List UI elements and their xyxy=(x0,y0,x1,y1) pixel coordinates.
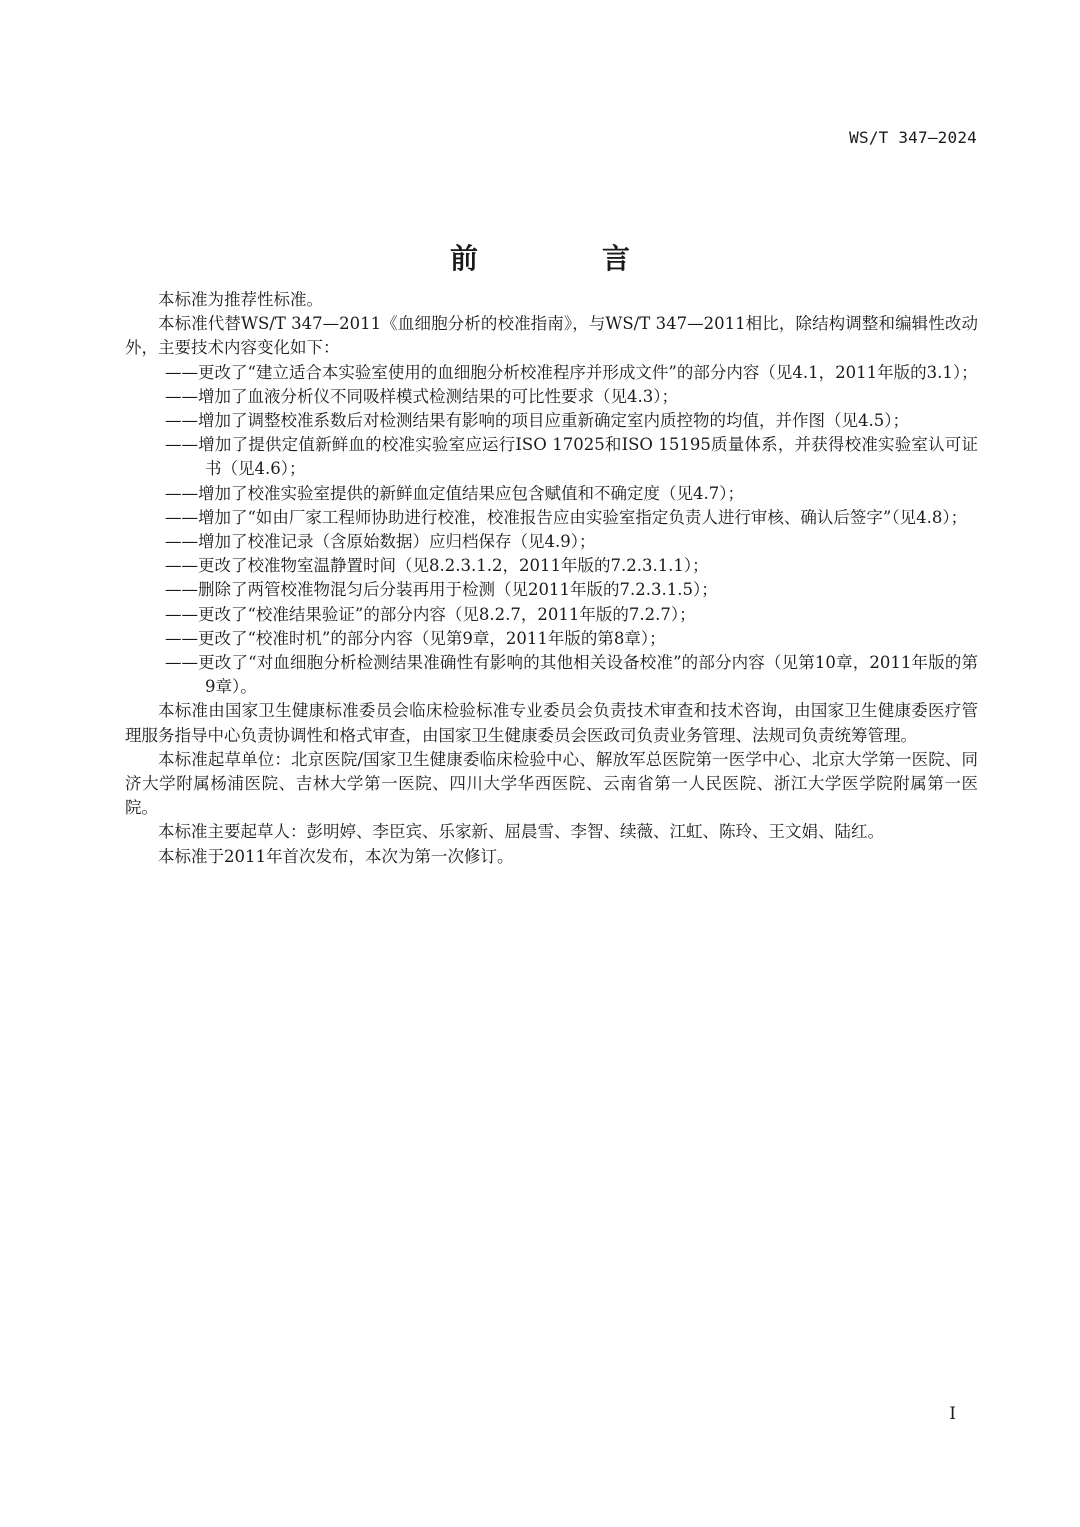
paragraph-drafting-units: 本标准起草单位：北京医院/国家卫生健康委临床检验中心、解放军总医院第一医学中心、北京大学第一医院、同济大学附属杨浦医院、吉林大学第一医院、四川大学华西医院、云南省第一人民医院、浙江大学医学院附属第一医院。 xyxy=(125,749,978,818)
page-number: I xyxy=(949,1404,956,1424)
change-item: ——增加了调整校准系数后对检测结果有影响的项目应重新确定室内质控物的均值，并作图（见4.5）； xyxy=(165,411,909,431)
change-item: ——删除了两管校准物混匀后分装再用于检测（见2011年版的7.2.3.1.5）； xyxy=(165,580,718,600)
change-item: ——更改了校准物室温静置时间（见8.2.3.1.2，2011年版的7.2.3.1.1）； xyxy=(165,556,709,576)
paragraph-replacement-statement: 本标准代替WS/T 347—2011《血细胞分析的校准指南》，与WS/T 347—2011相比，除结构调整和编辑性改动外，主要技术内容变化如下： xyxy=(125,314,978,358)
change-item: ——增加了血液分析仪不同吸样模式检测结果的可比性要求（见4.3）； xyxy=(165,386,678,406)
change-item: ——增加了校准实验室提供的新鲜血定值结果应包含赋值和不确定度（见4.7）； xyxy=(165,483,744,503)
paragraph-publication-history: 本标准于2011年首次发布，本次为第一次修订。 xyxy=(158,846,514,866)
paragraph-main-drafters: 本标准主要起草人：彭明婷、李臣宾、乐家新、屈晨雪、李智、续薇、江虹、陈玲、王文娟、陆红。 xyxy=(158,822,884,842)
change-item: ——增加了校准记录（含原始数据）应归档保存（见4.9）； xyxy=(165,532,596,552)
changes-list xyxy=(125,361,978,700)
change-item: ——更改了“建立适合本实验室使用的血细胞分析校准程序并形成文件”的部分内容（见4.1，2011年版的3.1）； xyxy=(165,362,978,382)
document-code: WS/T 347—2024 xyxy=(849,128,977,147)
change-item: ——增加了“如由厂家工程师协助进行校准，校准报告应由实验室指定负责人进行审核、确认后签字”（见4.8）； xyxy=(165,507,968,527)
change-item: ——更改了“对血细胞分析检测结果准确性有影响的其他相关设备校准”的部分内容（见第10章，2011年版的第9章）。 xyxy=(165,653,978,697)
foreword-body xyxy=(125,288,978,869)
paragraph-recommended-standard: 本标准为推荐性标准。 xyxy=(158,290,323,309)
change-item: ——更改了“校准结果验证”的部分内容（见8.2.7，2011年版的7.2.7）； xyxy=(165,604,696,624)
change-item: ——更改了“校准时机”的部分内容（见第9章，2011年版的第8章）； xyxy=(165,628,666,648)
paragraph-responsible-bodies: 本标准由国家卫生健康标准委员会临床检验标准专业委员会负责技术审查和技术咨询，由国家卫生健康委医疗管理服务指导中心负责协调性和格式审查，由国家卫生健康委员会医政司负责业务管理、法规司负责统筹管理。 xyxy=(125,701,978,745)
page-title: 前 言 xyxy=(449,241,678,275)
change-item: ——增加了提供定值新鲜血的校准实验室应运行ISO 17025和ISO 15195质量体系，并获得校准实验室认可证书（见4.6）； xyxy=(165,435,978,479)
